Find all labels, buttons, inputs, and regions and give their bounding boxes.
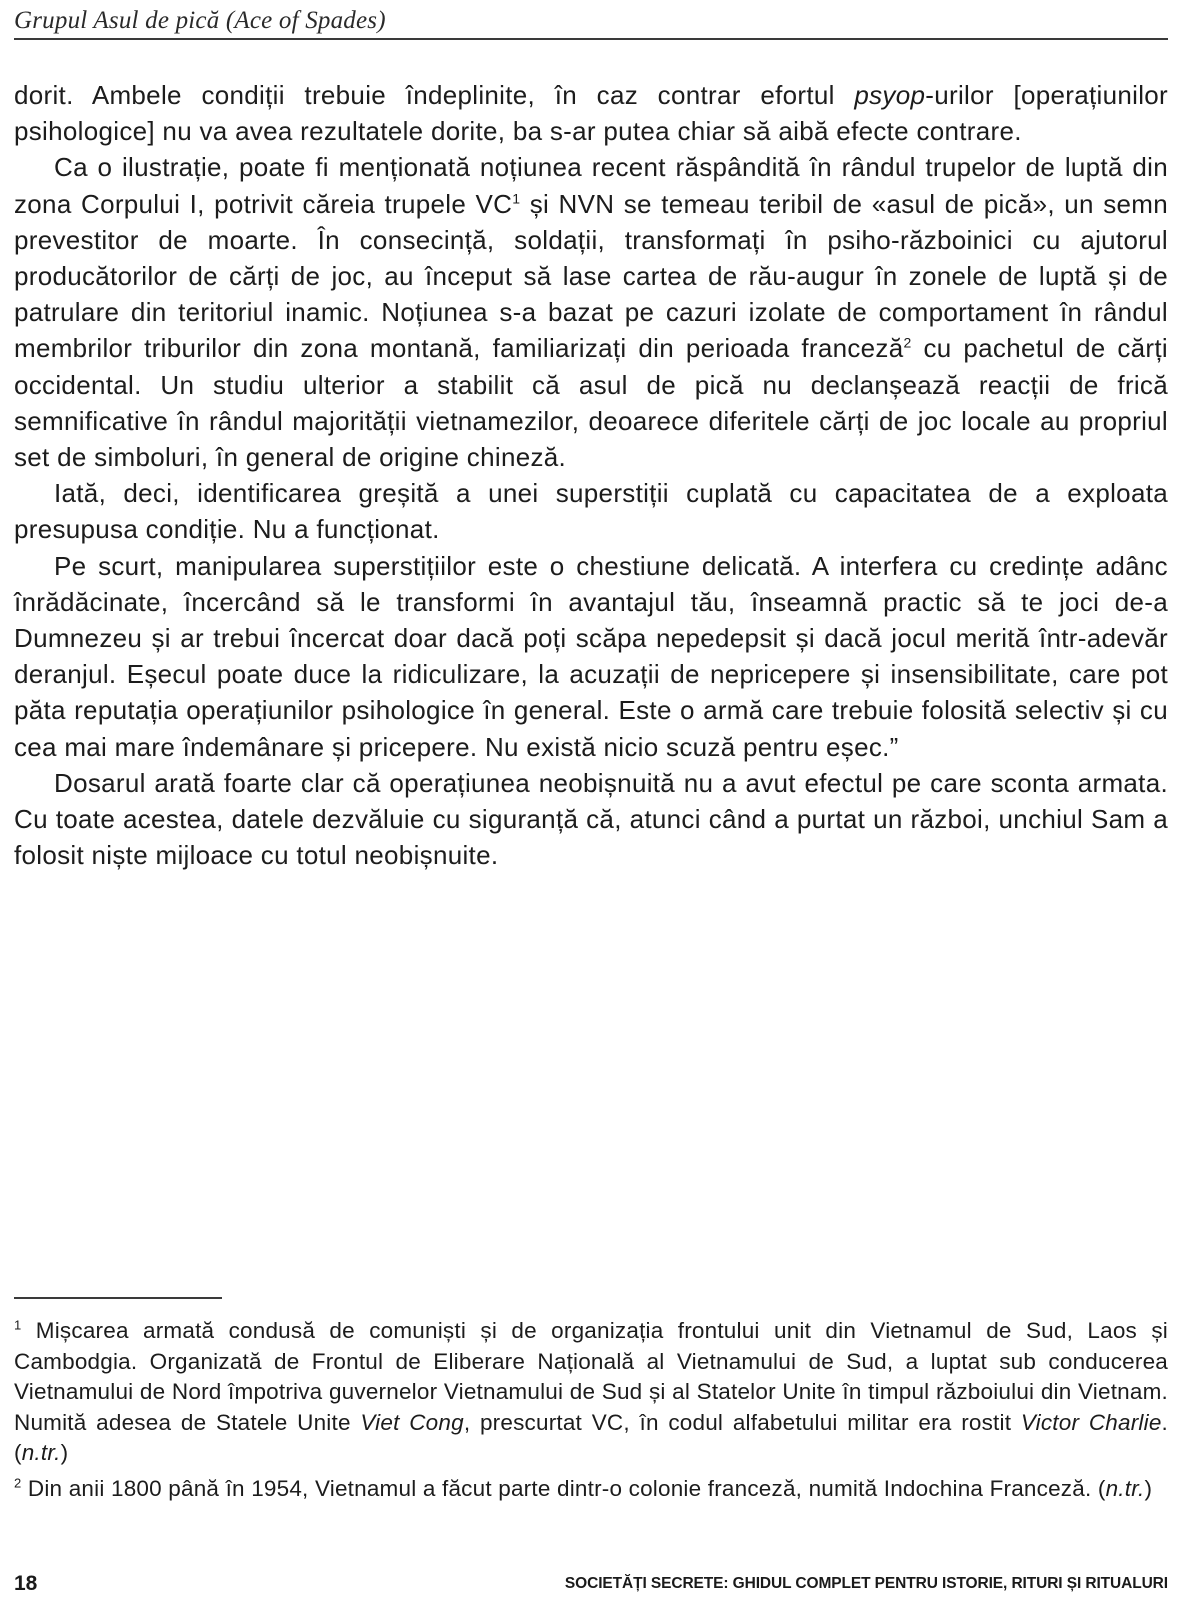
footnote-separator: [14, 1297, 222, 1299]
page-footer: [14, 1572, 1168, 1596]
footnote-marker-2: 2: [14, 1475, 22, 1490]
book-title: SOCIETĂȚI SECRETE: GHIDUL COMPLET PENTRU ISTORIE, RITURI ȘI RITUALURI: [564, 1575, 1168, 1592]
footnote-ref-1[interactable]: 1: [512, 189, 521, 206]
paragraph-2: Ca o ilustrație, poate fi menționată noțiunea recent răspândită în rândul trupelor de luptă din zona Corpului I, potrivit căreia trupele $VC^1$ și NVN se temeau teribil de «asul de pică», un semn prevestitor de moarte. În consecință, soldații, transformați în psiho-războinici cu ajutorul producătorilor de cărți de joc, au început să lase cartea de rău-augur în zonele de luptă și de patrulare din teritoriul inamic. Noțiunea s-a bazat pe cazuri izolate de comportament în rândul membrilor triburilor din zona montană, familiarizați din perioada franceză$^2$ cu pachetul de cărți occidental. Un studiu ulterior a stabilit că asul de pică nu declanșează reacții de frică semnificative în rândul majorității vietnamezilor, deoarece diferitele cărți de joc locale au propriul set de simboluri, în general de origine chineză.: [14, 152, 1169, 473]
footnotes: [14, 1316, 1168, 1509]
footnote-ref-2[interactable]: 2: [903, 334, 912, 351]
body-text: [14, 77, 1168, 873]
footnote-1: $^1$ Mișcarea armată condusă de comuniști și de organizația frontului unit din Vietnamul de Sud, Laos și Cambodgia. Organizată de Frontul de Eliberare Națională al Vietnamului de Sud, a luptat sub conducerea Vietnamului de Nord împotriva guvernelor Vietnamului de Sud și al Statelor Unite în timpul războiului din Vietnam. Numită adesea de Statele Unite Viet Cong, prescurtat VC, în codul alfabetului militar era rostit Victor Charlie. (n.tr.): [14, 1317, 1168, 1465]
paragraph-5: Dosarul arată foarte clar că operațiunea neobișnuită nu a avut efectul pe care sconta armata. Cu toate acestea, datele dezvăluie cu siguranță că, atunci când a purtat un război, unchiul Sam a folosit niște mijloace cu totul neobișnuite.: [14, 767, 1168, 871]
footnote-marker-1: 1: [14, 1317, 22, 1333]
paragraph-4: Pe scurt, manipularea superstițiilor este o chestiune delicată. A interfera cu credințe adânc înrădăcinate, încercând să le transformi în avantajul tău, înseamnă practic să te joci de-a Dumnezeu și ar trebui încercat doar dacă poți scăpa nepedepsit și dacă jocul merită într-adevăr deranjul. Eșecul poate duce la ridiculizare, la acuzații de nepricepere și insensibilitate, care pot păta reputația operațiunilor psihologice în general. Este o armă care trebuie folosită selectiv și cu cea mai mare îndemânare și pricepere. Nu există nicio scuză pentru eșec.”: [14, 550, 1168, 762]
footnote-2: $^2$ Din anii 1800 până în 1954, Vietnamul a făcut parte dintr-o colonie franceză, numită Indochina Franceză. (n.tr.): [14, 1475, 1153, 1501]
page-number: 18: [14, 1572, 38, 1595]
paragraph-1: dorit. Ambele condiții trebuie îndeplinite, în caz contrar efortul psyop-urilor [operațiunilor psihologice] nu va avea rezultatele dorite, ba s-ar putea chiar să aibă efecte contrare.: [14, 80, 1168, 147]
running-head-title: Grupul Asul de pică (Ace of Spades): [14, 7, 386, 34]
paragraph-3: Iată, deci, identificarea greșită a unei superstiții cuplată cu capacitatea de a exploata presupusa condiție. Nu a funcționat.: [14, 478, 1168, 545]
italic-term: psyop: [854, 80, 926, 110]
running-head: [14, 6, 1168, 40]
